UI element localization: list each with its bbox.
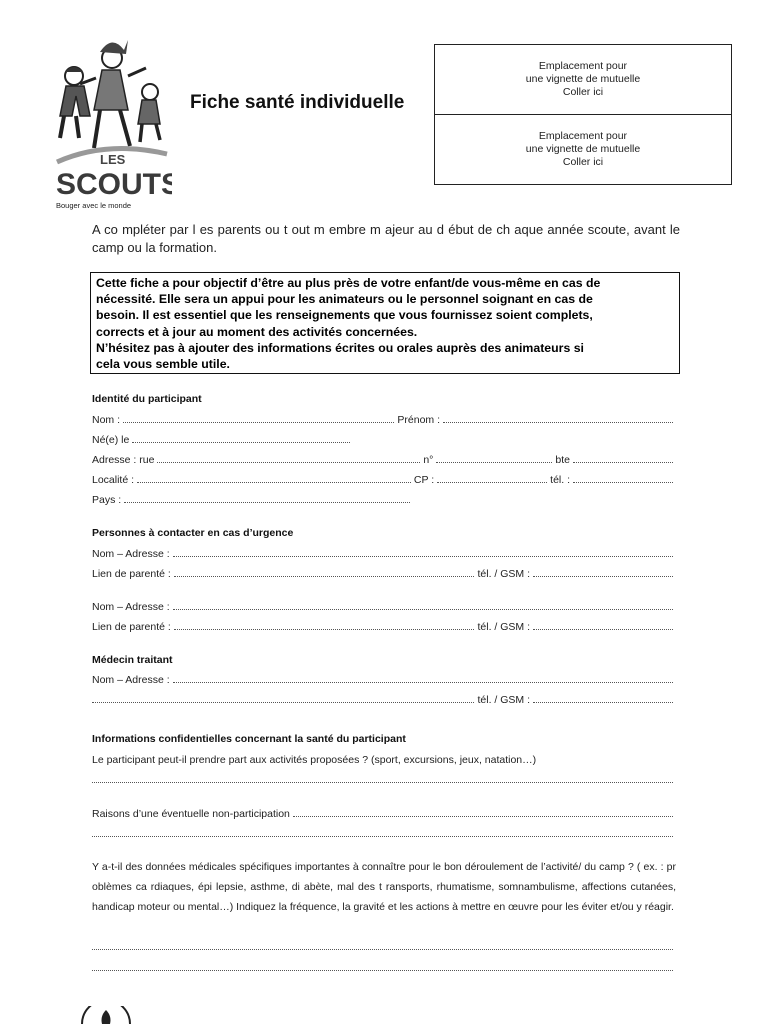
vignette-2-line2: une vignette de mutuelle: [525, 143, 641, 155]
box-field[interactable]: [573, 462, 673, 463]
postcode-field[interactable]: [437, 482, 547, 483]
health-answer-1-row: [92, 772, 676, 786]
notice-line: besoin. Il est essentiel que les renseignements que vous fournissez soient complets,: [96, 308, 593, 323]
identity-heading: Identité du participant: [92, 393, 202, 405]
vignette-1-line3: Coller ici: [562, 86, 604, 98]
contact-2-nom-adresse-label: Nom – Adresse :: [92, 601, 170, 613]
nom-field[interactable]: [123, 422, 394, 423]
contact-1-lien-label: Lien de parenté :: [92, 568, 171, 580]
scouts-logo: [52, 36, 172, 211]
identity-country-row: [92, 492, 676, 506]
identity-birth-row: [92, 432, 676, 446]
bte-label: bte: [555, 454, 570, 466]
notice-line: N’hésitez pas à ajouter des informations écrites ou orales auprès des animateurs si: [96, 340, 584, 355]
vignette-1-line1: Emplacement pour: [538, 60, 628, 72]
doctor-address-field-2[interactable]: [92, 702, 474, 703]
page-title: Fiche santé individuelle: [190, 92, 405, 113]
notice-box: [90, 272, 680, 374]
logo-brand-line2: SCOUTS: [56, 168, 172, 201]
phone-field[interactable]: [573, 482, 673, 483]
contact-1-address-field[interactable]: [173, 556, 673, 557]
contact-1-tel-label: tél. / GSM :: [477, 568, 530, 580]
contact-2-address-row: [92, 599, 676, 613]
scouts-emblem-icon: [80, 1006, 132, 1029]
locality-field[interactable]: [137, 482, 411, 483]
identity-address-row: [92, 452, 676, 466]
identity-locality-row: [92, 472, 676, 486]
tel-label: tél. :: [550, 474, 570, 486]
health-question-3: Y a-t-il des données médicales spécifiques importantes à connaître pour le bon déroulement de l’activité/ du camp ? ( ex. : pr oblèmes ca rdiaques, épi lepsie, asthme, di abète, mal des t ransports, rhumatisme, somnambulisme, affections cutanées, handicap moteur ou mental…) Indiquez la fréquence, la gravité et les actions à mettre en œuvre pour les éviter et/ou y réagir.: [92, 861, 676, 913]
country-field[interactable]: [124, 502, 410, 503]
contact-2-phone-field[interactable]: [533, 629, 673, 630]
contact-1-phone-field[interactable]: [533, 576, 673, 577]
ne-le-label: Né(e) le: [92, 434, 130, 446]
identity-name-row: [92, 412, 676, 426]
health-question-1: Le participant peut-il prendre part aux activités proposées ? (sport, excursions, jeux, natation…): [92, 754, 537, 766]
birthdate-field[interactable]: [132, 442, 350, 443]
vignette-slot-1: [435, 45, 731, 114]
contact-2-relation-field[interactable]: [174, 629, 475, 630]
health-answer-2b-row: [92, 826, 676, 840]
adresse-label: Adresse : rue: [92, 454, 155, 466]
logo-tagline: Bouger avec le monde: [56, 201, 132, 210]
vignette-2-line3: Coller ici: [562, 156, 604, 168]
contact-1-relation-row: [92, 566, 676, 580]
nom-label: Nom :: [92, 414, 121, 426]
pays-label: Pays :: [92, 494, 122, 506]
health-answer-3-field[interactable]: [92, 949, 673, 950]
health-answer-3-row: [92, 939, 676, 953]
doctor-phone-field[interactable]: [533, 702, 673, 703]
vignette-slot-2: [435, 114, 731, 184]
contacts-heading: Personnes à contacter en cas d’urgence: [92, 527, 294, 539]
contact-2-address-field[interactable]: [173, 609, 673, 610]
contact-1-relation-field[interactable]: [174, 576, 475, 577]
vignette-box: [434, 44, 732, 185]
prenom-label: Prénom :: [397, 414, 440, 426]
prenom-field[interactable]: [443, 422, 673, 423]
numero-label: n°: [423, 454, 434, 466]
doctor-heading: Médecin traitant: [92, 654, 173, 666]
health-heading: Informations confidentielles concernant la santé du participant: [92, 733, 406, 745]
doctor-address-row: [92, 672, 676, 686]
scouts-illustration-icon: [52, 36, 172, 211]
doctor-address-field[interactable]: [173, 682, 673, 683]
health-question-2: Raisons d’une éventuelle non-participation: [92, 808, 290, 820]
contact-1-nom-adresse-label: Nom – Adresse :: [92, 548, 170, 560]
localite-label: Localité :: [92, 474, 135, 486]
health-answer-1-field[interactable]: [92, 782, 673, 783]
doctor-tel-label: tél. / GSM :: [477, 694, 530, 706]
vignette-1-line2: une vignette de mutuelle: [525, 73, 641, 85]
health-answer-3b-field[interactable]: [92, 970, 673, 971]
vignette-2-line1: Emplacement pour: [538, 130, 628, 142]
house-number-field[interactable]: [436, 462, 552, 463]
contact-2-lien-label: Lien de parenté :: [92, 621, 171, 633]
notice-line: Cette fiche a pour objectif d’être au plus près de votre enfant/de vous-même en cas de: [96, 276, 601, 290]
notice-line: nécessité. Elle sera un appui pour les animateurs ou le personnel soignant en cas de: [96, 292, 593, 307]
contact-1-address-row: [92, 546, 676, 560]
cp-label: CP :: [413, 474, 435, 486]
doctor-nom-adresse-label: Nom – Adresse :: [92, 674, 170, 686]
intro-text: A co mpléter par l es parents ou t out m embre m ajeur au d ébut de ch aque année scoute, avant le camp ou la formation.: [92, 222, 680, 255]
notice-line: cela vous semble utile.: [96, 357, 230, 372]
health-question-2-row: [92, 806, 676, 820]
doctor-phone-row: [92, 692, 676, 706]
health-answer-3b-row: [92, 960, 676, 974]
health-answer-2-field[interactable]: [293, 816, 673, 817]
health-answer-2b-field[interactable]: [92, 836, 673, 837]
health-question-1-row: [92, 752, 676, 766]
notice-line: corrects et à jour au moment des activités concernées.: [96, 324, 418, 339]
logo-brand-line1: LES: [100, 152, 126, 167]
contact-2-relation-row: [92, 619, 676, 633]
contact-2-tel-label: tél. / GSM :: [477, 621, 530, 633]
street-field[interactable]: [157, 462, 420, 463]
